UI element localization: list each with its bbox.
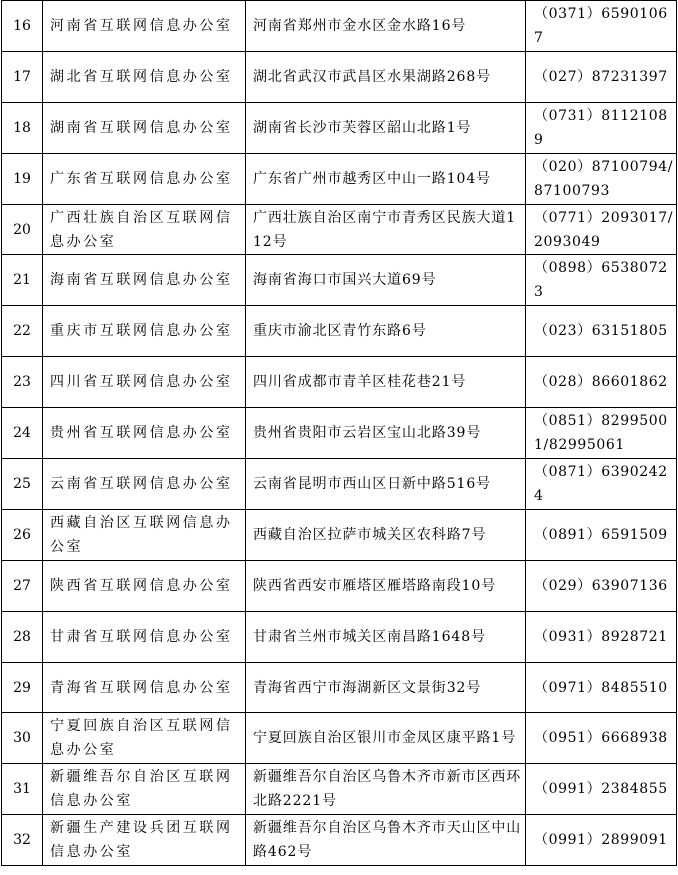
address-text: 重庆市渝北区青竹东路6号 (253, 323, 427, 340)
office-name-cell (43, 713, 246, 764)
address-cell (246, 611, 526, 662)
table-row (2, 408, 677, 459)
office-name-cell (43, 408, 246, 459)
phone-text: （0991）2384855 (534, 781, 668, 798)
office-name-text: 西藏自治区互联网信息办公室 (50, 514, 233, 555)
phone-text: （0971）8485510 (534, 679, 668, 696)
address-text: 广东省广州市越秀区中山一路104号 (253, 170, 492, 187)
address-cell (246, 51, 526, 102)
phone-text: （0851）82995001/82995061 (534, 413, 668, 454)
office-name-text: 云南省互联网信息办公室 (50, 475, 233, 492)
office-name-text: 湖北省互联网信息办公室 (50, 68, 233, 85)
address-text: 甘肃省兰州市城关区南昌路1648号 (253, 628, 486, 645)
phone-text: （023）63151805 (534, 323, 668, 340)
row-number-cell: 32 (2, 815, 43, 866)
office-name-cell (43, 611, 246, 662)
phone-cell (526, 1, 677, 52)
office-name-text: 重庆市互联网信息办公室 (50, 323, 233, 340)
table-row (2, 255, 677, 306)
office-name-cell (43, 509, 246, 560)
row-number-cell: 28 (2, 611, 43, 662)
address-cell (246, 509, 526, 560)
address-text: 河南省郑州市金水区金水路16号 (253, 17, 467, 34)
office-name-cell (43, 255, 246, 306)
table-row (2, 153, 677, 204)
address-text: 陕西省西安市雁塔区雁塔路南段10号 (253, 577, 497, 594)
office-contact-table (1, 0, 677, 866)
office-name-cell (43, 662, 246, 713)
row-number-cell: 20 (2, 204, 43, 255)
address-cell (246, 102, 526, 153)
row-number-cell: 31 (2, 764, 43, 815)
phone-cell (526, 713, 677, 764)
phone-cell (526, 509, 677, 560)
phone-cell (526, 611, 677, 662)
address-text: 海南省海口市国兴大道69号 (253, 272, 437, 289)
office-name-text: 宁夏回族自治区互联网信息办公室 (50, 718, 233, 759)
row-number-cell: 19 (2, 153, 43, 204)
phone-text: （0771）2093017/2093049 (534, 209, 674, 250)
table-row (2, 560, 677, 611)
phone-text: （0891）6591509 (534, 526, 668, 543)
phone-text: （020）87100794/87100793 (534, 158, 674, 199)
table-row (2, 459, 677, 510)
phone-cell (526, 306, 677, 357)
address-text: 西藏自治区拉萨市城关区农科路7号 (253, 526, 487, 543)
phone-cell (526, 560, 677, 611)
row-number-cell: 30 (2, 713, 43, 764)
phone-cell (526, 51, 677, 102)
phone-text: （0931）8928721 (534, 628, 668, 645)
phone-cell (526, 408, 677, 459)
phone-text: （029）63907136 (534, 577, 668, 594)
office-name-text: 河南省互联网信息办公室 (50, 17, 233, 34)
phone-cell (526, 459, 677, 510)
phone-text: （027）87231397 (534, 68, 668, 85)
row-number-cell: 24 (2, 408, 43, 459)
address-cell (246, 306, 526, 357)
phone-text: （0371）65901067 (534, 5, 668, 46)
table-row (2, 662, 677, 713)
phone-text: （0951）6668938 (534, 730, 668, 747)
row-number-cell: 21 (2, 255, 43, 306)
row-number-cell: 23 (2, 357, 43, 408)
table-row (2, 306, 677, 357)
office-name-text: 新疆维吾尔自治区互联网信息办公室 (50, 769, 233, 810)
office-name-text: 新疆生产建设兵团互联网信息办公室 (50, 820, 233, 861)
office-name-cell (43, 204, 246, 255)
address-cell (246, 408, 526, 459)
table-row (2, 357, 677, 408)
office-name-cell (43, 459, 246, 510)
address-text: 湖南省长沙市芙蓉区韶山北路1号 (253, 119, 472, 136)
row-number-cell: 26 (2, 509, 43, 560)
phone-cell (526, 764, 677, 815)
office-name-text: 青海省互联网信息办公室 (50, 679, 233, 696)
phone-cell (526, 662, 677, 713)
phone-cell (526, 153, 677, 204)
address-cell (246, 815, 526, 866)
address-text: 云南省昆明市西山区日新中路516号 (253, 475, 492, 492)
table-row (2, 51, 677, 102)
table-row (2, 611, 677, 662)
office-name-text: 贵州省互联网信息办公室 (50, 425, 233, 442)
phone-cell (526, 815, 677, 866)
office-name-text: 海南省互联网信息办公室 (50, 272, 233, 289)
office-name-cell (43, 306, 246, 357)
office-name-text: 陕西省互联网信息办公室 (50, 577, 233, 594)
phone-text: （0731）81121089 (534, 107, 668, 148)
address-text: 四川省成都市青羊区桂花巷21号 (253, 374, 467, 391)
office-name-cell (43, 153, 246, 204)
address-text: 贵州省贵阳市云岩区宝山北路39号 (253, 425, 482, 442)
address-cell (246, 1, 526, 52)
phone-cell (526, 204, 677, 255)
office-name-cell (43, 764, 246, 815)
office-name-cell (43, 815, 246, 866)
address-cell (246, 662, 526, 713)
address-text: 新疆维吾尔自治区乌鲁木齐市天山区中山路462号 (253, 820, 522, 861)
address-cell (246, 764, 526, 815)
phone-cell (526, 357, 677, 408)
row-number-cell: 18 (2, 102, 43, 153)
office-contact-table-body (2, 1, 677, 866)
address-text: 宁夏回族自治区银川市金凤区康平路1号 (253, 730, 517, 747)
office-name-cell (43, 102, 246, 153)
address-text: 青海省西宁市海湖新区文景街32号 (253, 679, 482, 696)
office-name-text: 甘肃省互联网信息办公室 (50, 628, 233, 645)
address-text: 新疆维吾尔自治区乌鲁木齐市新市区西环北路2221号 (253, 769, 522, 810)
address-text: 湖北省武汉市武昌区水果湖路268号 (253, 68, 492, 85)
phone-cell (526, 102, 677, 153)
office-name-cell (43, 1, 246, 52)
row-number-cell: 27 (2, 560, 43, 611)
phone-text: （028）86601862 (534, 374, 668, 391)
table-row (2, 102, 677, 153)
office-name-text: 四川省互联网信息办公室 (50, 374, 233, 391)
table-row (2, 764, 677, 815)
office-name-cell (43, 560, 246, 611)
phone-text: （0871）63902424 (534, 463, 668, 504)
address-cell (246, 357, 526, 408)
row-number-cell: 16 (2, 1, 43, 52)
address-cell (246, 204, 526, 255)
table-row (2, 713, 677, 764)
office-name-cell (43, 51, 246, 102)
address-text: 广西壮族自治区南宁市青秀区民族大道112号 (253, 209, 517, 250)
row-number-cell: 29 (2, 662, 43, 713)
table-row (2, 204, 677, 255)
address-cell (246, 560, 526, 611)
address-cell (246, 153, 526, 204)
phone-text: （0991）2899091 (534, 832, 668, 849)
office-name-text: 湖南省互联网信息办公室 (50, 119, 233, 136)
office-name-text: 广西壮族自治区互联网信息办公室 (50, 209, 233, 250)
address-cell (246, 713, 526, 764)
table-row (2, 1, 677, 52)
phone-text: （0898）65380723 (534, 260, 668, 301)
office-name-cell (43, 357, 246, 408)
phone-cell (526, 255, 677, 306)
row-number-cell: 17 (2, 51, 43, 102)
address-cell (246, 459, 526, 510)
row-number-cell: 25 (2, 459, 43, 510)
address-cell (246, 255, 526, 306)
table-row (2, 509, 677, 560)
table-row (2, 815, 677, 866)
office-name-text: 广东省互联网信息办公室 (50, 170, 233, 187)
row-number-cell: 22 (2, 306, 43, 357)
